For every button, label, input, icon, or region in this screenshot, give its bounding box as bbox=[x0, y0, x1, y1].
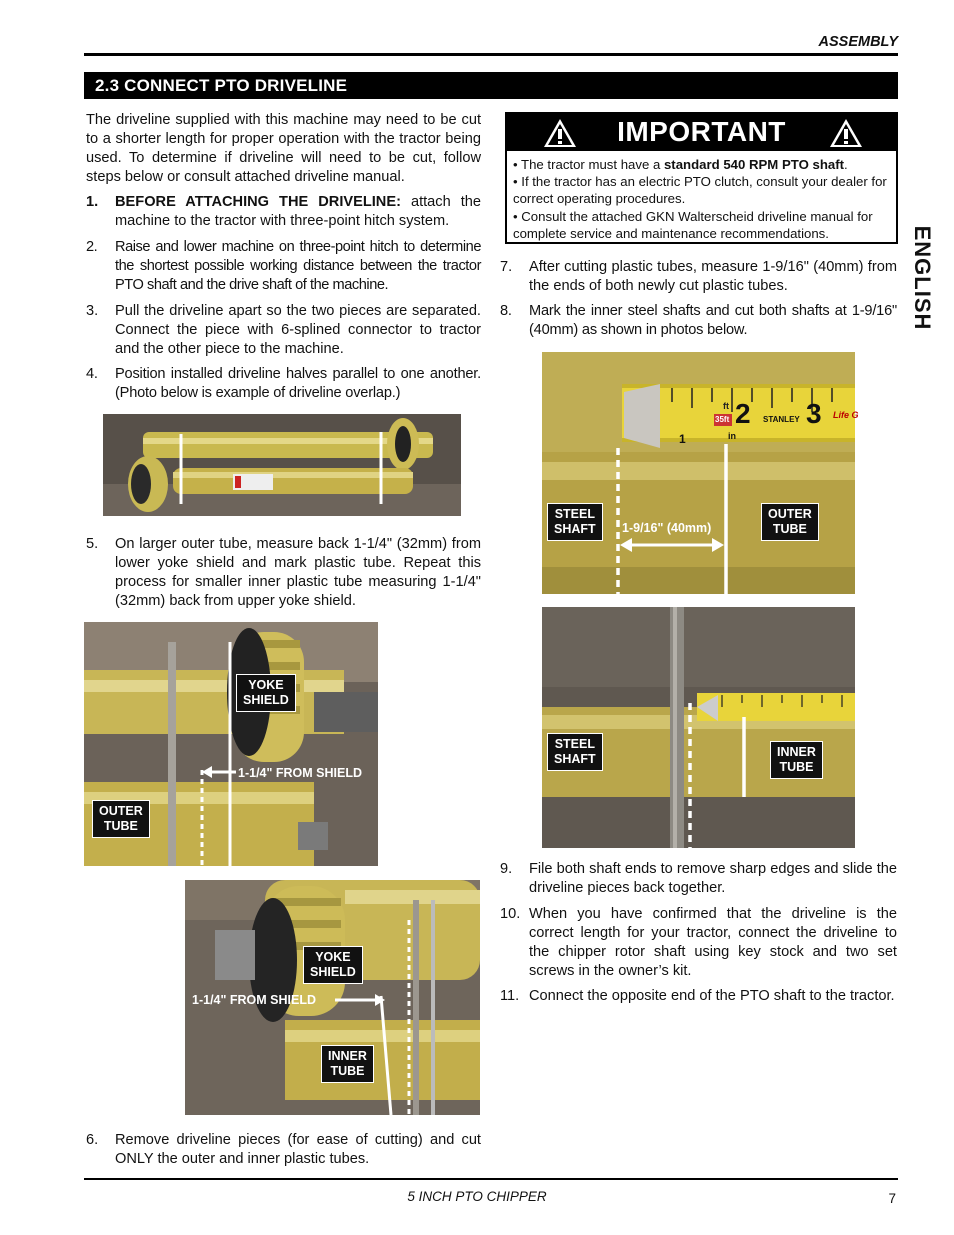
label-measure-from-shield: 1-1/4" FROM SHIELD bbox=[192, 993, 316, 1007]
step-7 bbox=[500, 258, 897, 296]
step-number: 6. bbox=[86, 1132, 99, 1148]
photo-inner-tube-mark bbox=[185, 880, 480, 1115]
step-text: On larger outer tube, measure back 1-1/4" (32mm) from lower yoke shield and mark plastic tube. Repeat this process for smaller inner plastic tube measuring 1-1/4" (32mm) back from upper yoke shield. bbox=[115, 536, 481, 609]
tape-lifeguard: Life G bbox=[833, 410, 859, 420]
step-number: 11. bbox=[500, 988, 520, 1004]
step-10 bbox=[500, 905, 897, 981]
label-steel-shaft: STEEL SHAFT bbox=[547, 733, 603, 771]
page-number: 7 bbox=[888, 1191, 896, 1206]
step-11 bbox=[500, 987, 897, 1006]
language-side-tab bbox=[905, 218, 939, 338]
important-line-text: • The tractor must have a bbox=[513, 157, 664, 172]
step-number: 4. bbox=[86, 366, 98, 382]
step-bold-text: BEFORE ATTACHING THE DRIVELINE: bbox=[115, 194, 401, 210]
side-tab-label: ENGLISH bbox=[910, 225, 935, 331]
important-line-bold: standard 540 RPM PTO shaft bbox=[663, 157, 845, 172]
step-text: attach the machine to the tractor with three-point hitch system. bbox=[115, 194, 482, 229]
important-notice-box bbox=[505, 112, 898, 244]
header-section-label: ASSEMBLY bbox=[818, 34, 898, 50]
label-steel-shaft: STEEL SHAFT bbox=[547, 503, 603, 541]
tape-ft-mark: ft bbox=[723, 401, 729, 411]
warning-icon bbox=[829, 118, 863, 148]
intro-paragraph: The driveline supplied with this machine may need to be cut to a shorter length for proper operation with the tractor being used. To determine if driveline will need to be cut, follow steps below or consult attached driveline manual. bbox=[86, 112, 481, 185]
header-rule bbox=[84, 53, 898, 56]
step-text: File both shaft ends to remove sharp edges and slide the driveline pieces back together. bbox=[529, 861, 897, 896]
section-title: 2.3 CONNECT PTO DRIVELINE bbox=[84, 72, 898, 99]
photo-outer-tube-mark bbox=[84, 622, 378, 866]
important-line-1 bbox=[513, 156, 890, 173]
step-text: Remove driveline pieces (for ease of cutting) and cut ONLY the outer and inner plastic tubes. bbox=[115, 1132, 481, 1167]
photo-steel-shaft-inner-tube bbox=[542, 607, 855, 848]
tape-digit-1: 1 bbox=[679, 432, 686, 446]
important-body bbox=[513, 156, 890, 242]
step-number: 8. bbox=[500, 303, 512, 319]
label-outer-tube: OUTER TUBE bbox=[92, 800, 150, 838]
tape-digit-3: 3 bbox=[806, 398, 822, 429]
step-number: 3. bbox=[86, 303, 99, 319]
step-8 bbox=[500, 302, 897, 340]
step-text: Mark the inner steel shafts and cut both shafts at 1-9/16" (40mm) as shown in photos below. bbox=[529, 303, 897, 338]
tape-brand: STANLEY bbox=[763, 415, 800, 424]
important-line-text: . bbox=[844, 157, 848, 172]
label-measure-40mm: 1-9/16" (40mm) bbox=[622, 521, 712, 535]
step-number: 10. bbox=[500, 906, 521, 922]
step-text: When you have confirmed that the driveline is the correct length for your tractor, connect the driveline to the chipper rotor shaft using key stock and two set screws in the owner’s kit. bbox=[529, 906, 897, 979]
steel-shaft-tape-illustration bbox=[542, 352, 855, 594]
step-5 bbox=[86, 535, 481, 611]
footer-title: 5 INCH PTO CHIPPER bbox=[407, 1189, 547, 1204]
step-number: 7. bbox=[500, 259, 513, 275]
label-measure-from-shield: 1-1/4" FROM SHIELD bbox=[238, 766, 362, 780]
step-6 bbox=[86, 1131, 481, 1169]
label-yoke-shield: YOKE SHIELD bbox=[236, 674, 296, 712]
step-2 bbox=[86, 238, 481, 295]
step-text: Position installed driveline halves parallel to one another. (Photo below is example of driveline overlap.) bbox=[115, 366, 481, 401]
label-yoke-shield: YOKE SHIELD bbox=[303, 946, 363, 984]
footer-rule bbox=[84, 1178, 898, 1180]
important-line-2: • If the tractor has an electric PTO clutch, consult your dealer for correct operating procedures. bbox=[513, 174, 887, 207]
label-inner-tube: INNER TUBE bbox=[321, 1045, 374, 1083]
step-number: 1. bbox=[86, 194, 99, 210]
photo-driveline-overlap bbox=[103, 414, 461, 516]
step-3 bbox=[86, 302, 481, 359]
photo-steel-shaft-outer-tube bbox=[542, 352, 859, 594]
driveline-overlap-illustration bbox=[103, 414, 461, 516]
tape-in-mark: in bbox=[728, 431, 736, 441]
step-1 bbox=[86, 193, 481, 231]
step-text: After cutting plastic tubes, measure 1-9/16" (40mm) from the ends of both newly cut plastic tubes. bbox=[529, 259, 897, 294]
step-text: Pull the driveline apart so the two pieces are separated. Connect the piece with 6-splined connector to tractor and the other piece to the machine. bbox=[115, 303, 481, 357]
important-header bbox=[507, 114, 896, 151]
step-number: 5. bbox=[86, 536, 99, 552]
step-number: 9. bbox=[500, 861, 513, 877]
step-4 bbox=[86, 365, 481, 403]
important-line-3: • Consult the attached GKN Walterscheid driveline manual for complete service and maintenance recommendations. bbox=[513, 208, 873, 241]
label-outer-tube: OUTER TUBE bbox=[761, 503, 819, 541]
important-title: IMPORTANT bbox=[617, 116, 786, 147]
tape-digit-2: 2 bbox=[735, 398, 751, 429]
step-text: Connect the opposite end of the PTO shaft to the tractor. bbox=[529, 988, 895, 1004]
step-number: 2. bbox=[86, 239, 98, 255]
inner-tube-shaft-illustration bbox=[542, 607, 855, 848]
label-inner-tube: INNER TUBE bbox=[770, 741, 823, 779]
step-text: Raise and lower machine on three-point hitch to determine the shortest possible working distance between the tractor PTO shaft and the drive shaft of the machine. bbox=[115, 239, 481, 293]
tape-35ft: 35ft bbox=[715, 415, 730, 424]
step-9 bbox=[500, 860, 897, 898]
